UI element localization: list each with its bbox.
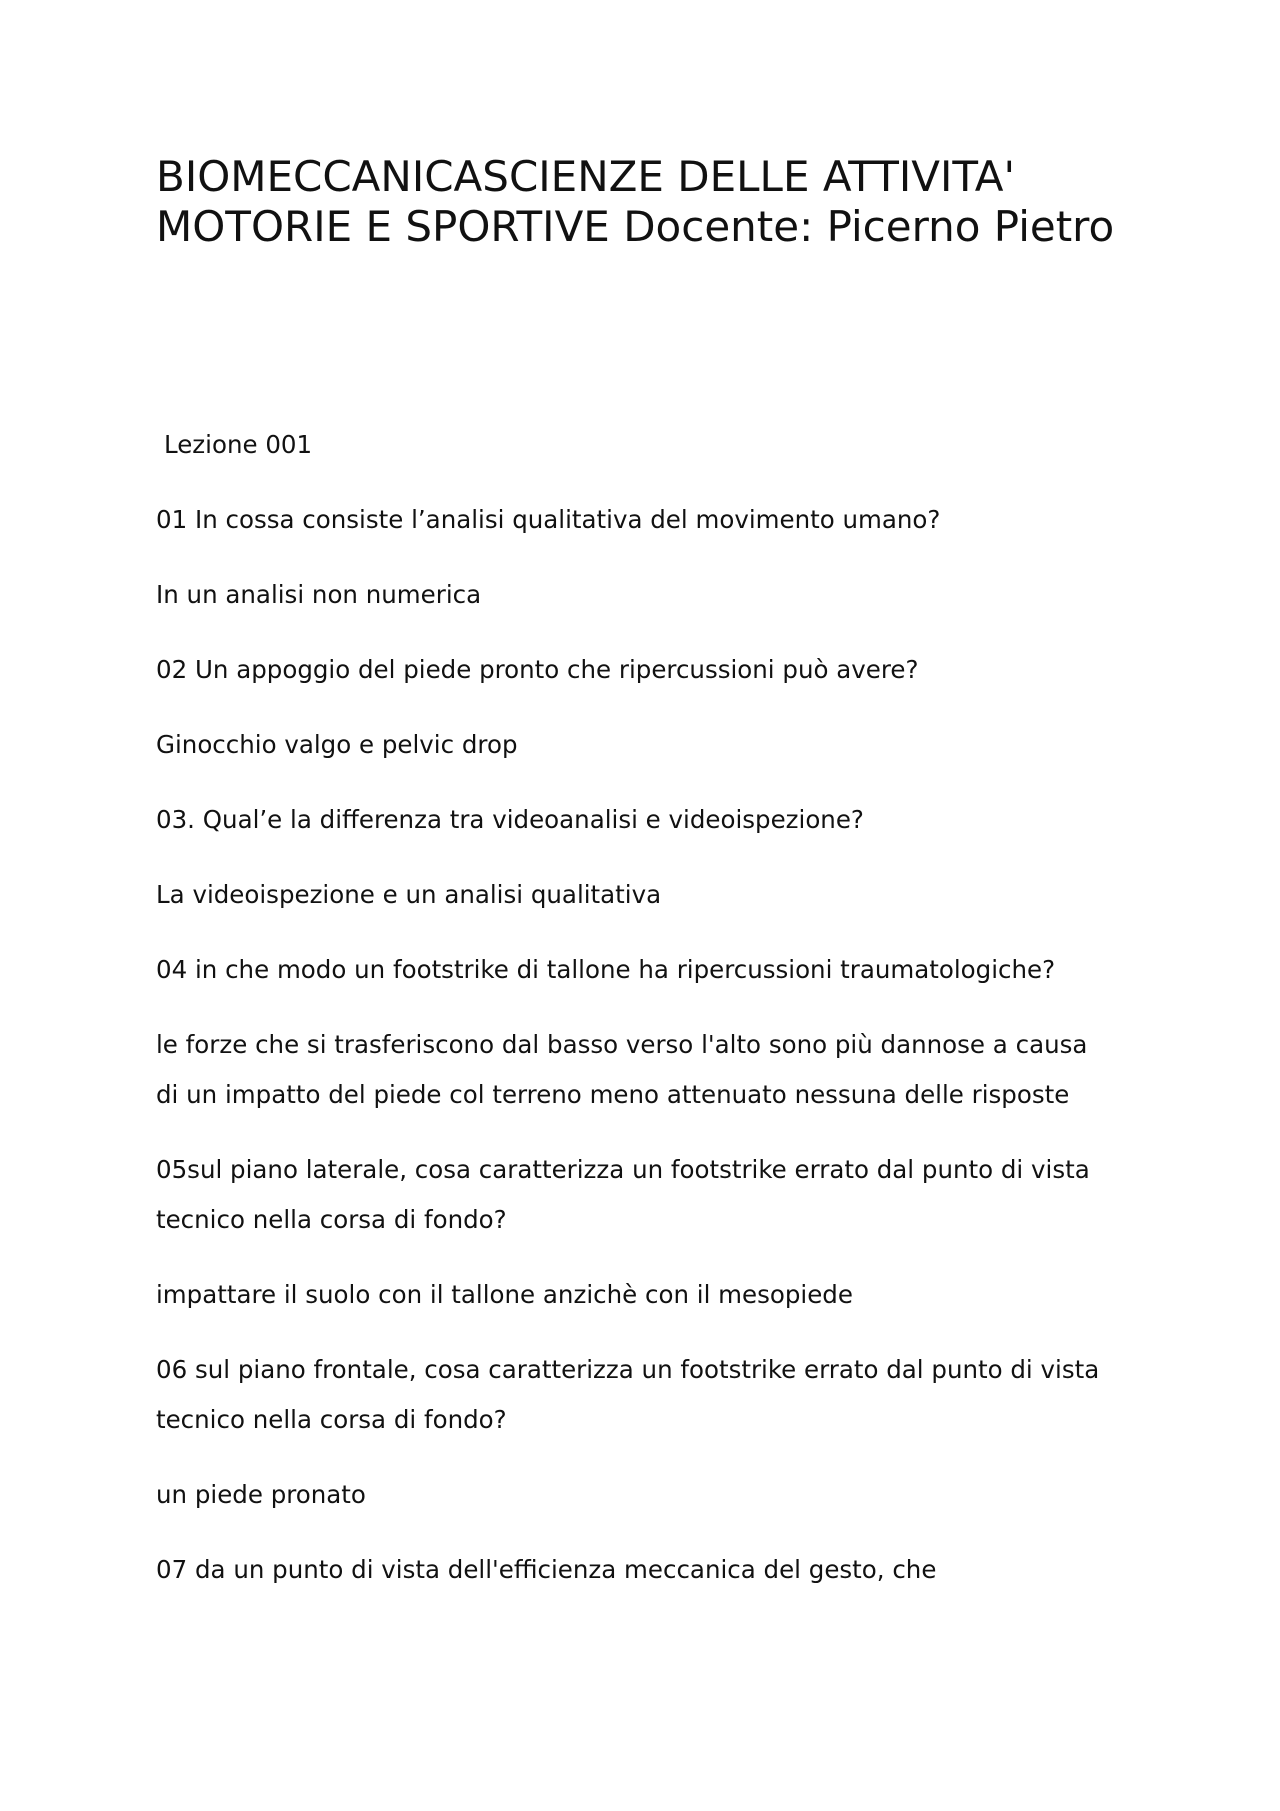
question-07: 07 da un punto di vista dell'efficienza meccanica del gesto, che <box>156 1555 937 1584</box>
question-04: 04 in che modo un footstrike di tallone ha ripercussioni traumatologiche? <box>156 955 1056 984</box>
lesson-heading: Lezione 001 <box>164 430 313 459</box>
question-03: 03. Qual’e la differenza tra videoanalisi e videoispezione? <box>156 805 864 834</box>
answer-05: impattare il suolo con il tallone anzichè con il mesopiede <box>156 1280 853 1309</box>
question-01: 01 In cossa consiste l’analisi qualitativa del movimento umano? <box>156 505 941 534</box>
answer-03: La videoispezione e un analisi qualitativa <box>156 880 662 909</box>
answer-02: Ginocchio valgo e pelvic drop <box>156 730 518 759</box>
answer-06: un piede pronato <box>156 1480 366 1509</box>
question-05: 05sul piano laterale, cosa caratterizza un footstrike errato dal punto di vista tecnico nella corsa di fondo? <box>156 1155 1090 1234</box>
answer-04: le forze che si trasferiscono dal basso verso l'alto sono più dannose a causa di un impatto del piede col terreno meno attenuato nessuna delle risposte <box>156 1030 1088 1109</box>
question-02: 02 Un appoggio del piede pronto che ripercussioni può avere? <box>156 655 919 684</box>
document-content <box>156 420 1116 1620</box>
question-06: 06 sul piano frontale, cosa caratterizza un footstrike errato dal punto di vista tecnico nella corsa di fondo? <box>156 1355 1100 1434</box>
answer-01: In un analisi non numerica <box>156 580 482 609</box>
document-title: BIOMECCANICASCIENZE DELLE ATTIVITA' MOTORIE E SPORTIVE Docente: Picerno Pietro <box>156 152 1115 251</box>
